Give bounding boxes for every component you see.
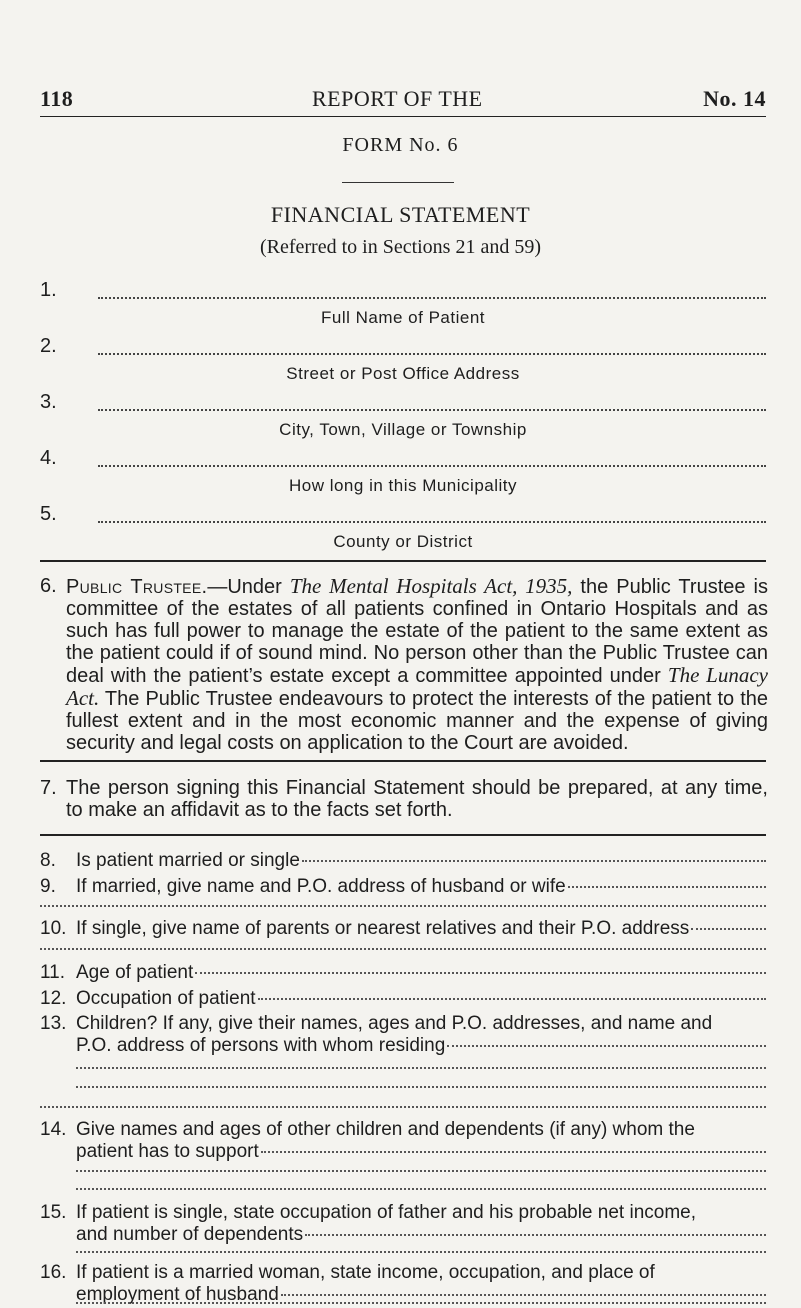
field-patient-name[interactable] bbox=[40, 279, 766, 329]
form-title: FINANCIAL STATEMENT bbox=[270, 202, 531, 227]
fill-line[interactable] bbox=[568, 886, 766, 888]
field-caption: County or District bbox=[333, 532, 473, 551]
paragraph-number: 7. bbox=[40, 777, 57, 799]
answer-line[interactable] bbox=[76, 1251, 766, 1253]
fill-line[interactable] bbox=[98, 521, 766, 523]
form-subtitle: (Referred to in Sections 21 and 59) bbox=[259, 236, 542, 258]
paragraph-public-trustee: 6. Public Trustee.—Under The Mental Hospitals Act, 1935, the Public Trustee is committee of the estates of all patients confined in Ontario Hospitals and as such has full power to manage the estate of the patient to the same extent as the patient could if of sound mind. No person other than the Public Trustee can deal with the patient’s estate except a committee appointed under The Lunacy Act. The Public Trustee endeavours to protect the interests of the patient to the fullest extent and in the most economic manner and the expense of giving security and legal costs on application to the Court are avoided. bbox=[40, 574, 768, 754]
section-divider bbox=[40, 834, 766, 836]
act-title: The Lunacy Act. bbox=[66, 663, 768, 710]
fill-line[interactable] bbox=[195, 972, 766, 974]
fill-line[interactable] bbox=[258, 998, 766, 1000]
question-14[interactable]: 14. Give names and ages of other children and dependents (if any) whom the patient has to support bbox=[40, 1119, 766, 1163]
field-caption: Street or Post Office Address bbox=[286, 364, 520, 383]
fill-line[interactable] bbox=[281, 1294, 766, 1296]
field-number: 1. bbox=[40, 279, 57, 301]
field-caption: Full Name of Patient bbox=[320, 308, 485, 327]
answer-line[interactable] bbox=[40, 905, 766, 907]
answer-line[interactable] bbox=[76, 1086, 766, 1088]
answer-line[interactable] bbox=[76, 1302, 766, 1304]
fill-line[interactable] bbox=[98, 465, 766, 467]
fill-line[interactable] bbox=[302, 860, 766, 862]
field-address[interactable] bbox=[40, 335, 766, 385]
act-title: The Mental Hospitals Act, 1935, bbox=[289, 574, 573, 598]
fill-line[interactable] bbox=[98, 353, 766, 355]
field-number: 3. bbox=[40, 391, 57, 413]
answer-line[interactable] bbox=[40, 948, 766, 950]
question-9[interactable]: 9. If married, give name and P.O. address of husband or wife bbox=[40, 876, 766, 898]
question-12[interactable]: 12. Occupation of patient bbox=[40, 988, 766, 1010]
paragraph-heading: Public Trustee. bbox=[66, 576, 208, 598]
field-number: 4. bbox=[40, 447, 57, 469]
answer-line[interactable] bbox=[76, 1067, 766, 1069]
question-15[interactable]: 15. If patient is single, state occupation of father and his probable net income, and number of dependents bbox=[40, 1202, 766, 1246]
field-caption: City, Town, Village or Township bbox=[279, 420, 527, 439]
paragraph-number: 6. bbox=[40, 575, 57, 597]
answer-line[interactable] bbox=[76, 1170, 766, 1172]
form-number: FORM No. 6 bbox=[342, 134, 459, 156]
running-title: REPORT OF THE bbox=[312, 86, 483, 111]
page-header bbox=[40, 86, 766, 117]
field-city[interactable] bbox=[40, 391, 766, 441]
page-number: 118 bbox=[40, 86, 74, 111]
field-county[interactable] bbox=[40, 503, 766, 553]
fill-line[interactable] bbox=[447, 1045, 766, 1047]
field-caption: How long in this Municipality bbox=[288, 476, 518, 495]
question-11[interactable]: 11. Age of patient bbox=[40, 962, 766, 984]
section-divider bbox=[40, 560, 766, 562]
fill-line[interactable] bbox=[691, 928, 766, 930]
fill-line[interactable] bbox=[261, 1151, 766, 1153]
answer-line[interactable] bbox=[40, 1106, 766, 1108]
field-number: 2. bbox=[40, 335, 57, 357]
fill-line[interactable] bbox=[98, 297, 766, 299]
title-divider bbox=[342, 182, 454, 183]
field-number: 5. bbox=[40, 503, 57, 525]
question-8[interactable]: 8. Is patient married or single bbox=[40, 850, 766, 872]
question-16[interactable]: 16. If patient is a married woman, state income, occupation, and place of employment of husband bbox=[40, 1262, 766, 1306]
question-13[interactable]: 13. Children? If any, give their names, ages and P.O. addresses, and name and P.O. address of persons with whom residing bbox=[40, 1013, 766, 1057]
field-duration[interactable] bbox=[40, 447, 766, 497]
report-number: No. 14 bbox=[703, 86, 766, 111]
question-10[interactable]: 10. If single, give name of parents or nearest relatives and their P.O. address bbox=[40, 918, 766, 940]
fill-line[interactable] bbox=[305, 1234, 766, 1236]
answer-line[interactable] bbox=[76, 1188, 766, 1190]
section-divider bbox=[40, 760, 766, 762]
paragraph-affidavit: 7. The person signing this Financial Statement should be prepared, at any time, to make an affidavit as to the facts set forth. bbox=[40, 777, 768, 821]
fill-line[interactable] bbox=[98, 409, 766, 411]
